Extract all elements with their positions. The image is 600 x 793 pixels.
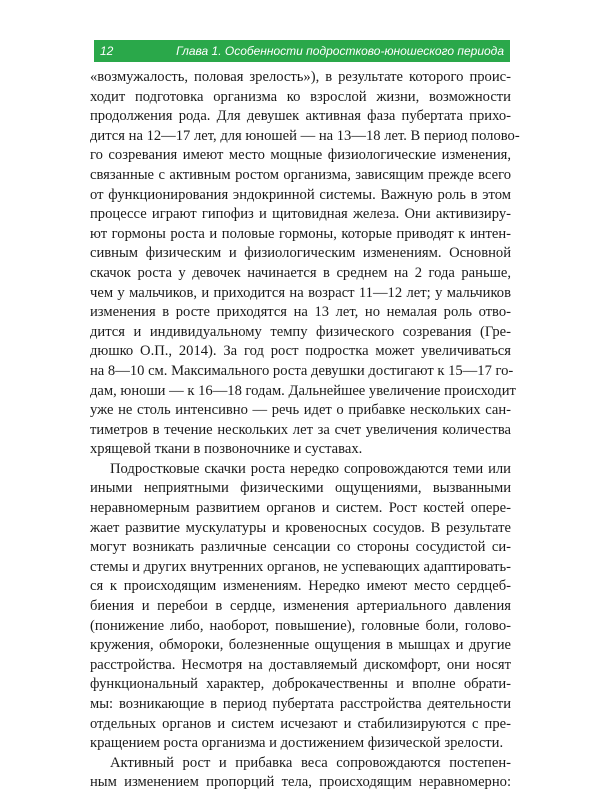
paragraph [90, 68, 520, 460]
text-line: сивным физическим и физиологическим изменениям. Основной [90, 245, 511, 262]
text-line: дится на 12—17 лет, для юношей — на 13—18 лет. В период полово- [90, 127, 520, 144]
text-line: иными неприятными физическими ощущениями, вызванными [90, 480, 511, 497]
text-line: дюшко О.П., 2014). За год рост подростка может увеличиваться [90, 343, 511, 360]
text-line: кращением роста организма и достижением физической зрелости. [90, 735, 504, 752]
text-line: расстройства. Несмотря на доставляемый дискомфорт, они носят [90, 656, 511, 673]
text-line: мы: возникающие в период пубертата расстройства деятельности [90, 696, 511, 712]
text-line: стемы и других внутренних органов, не успевающих адаптировать- [90, 558, 511, 575]
text-line: хрящевой ткани в позвоночнике и суставах. [90, 441, 363, 458]
text-line: изменения в росте приходятся на 13 лет, но немалая роль отво- [90, 304, 511, 321]
body-text [90, 68, 520, 793]
text-line: дится и индивидуальному темпу физического созревания (Гре- [90, 323, 511, 340]
text-line: Подростковые скачки роста нередко сопровождаются теми или [110, 460, 511, 477]
paragraph [90, 754, 511, 793]
text-line: процессе играют гипофиз и щитовидная железа. Они активизиру- [90, 206, 511, 223]
text-line: продолжения рода. Для девушек активная фаза пубертата прихо- [90, 108, 511, 125]
text-line: скачок роста у девочек начинается в среднем на 2 года раньше, [90, 264, 511, 281]
text-line: дам, юноши — к 16—18 годам. Дальнейшее увеличение происходит [90, 382, 516, 399]
text-line: отдельных органов и систем исчезают и стабилизируются с пре- [90, 715, 511, 732]
text-line: неравномерным развитием органов и систем. Рост костей опере- [90, 500, 511, 517]
text-line: тиметров в течение нескольких лет за счет увеличения количества [90, 421, 511, 438]
text-line: на 8—10 см. Максимального роста девушки достигают к 15—17 го- [90, 362, 514, 379]
page-number: 12 [100, 44, 114, 58]
running-header-bar [94, 40, 510, 62]
text-line: связанные с активным ростом организма, зависящим прежде всего [90, 166, 511, 183]
text-line: жает развитие мускулатуры и кровеносных сосудов. В результате [90, 519, 511, 536]
text-line: чем у мальчиков, и приходится на возраст 11—12 лет; у мальчиков [90, 284, 511, 301]
text-line: уже не столь интенсивно — речь идет о прибавке нескольких сан- [90, 402, 511, 419]
text-line: от функционирования эндокринной системы. Важную роль в этом [90, 186, 511, 203]
text-line: го созревания имеют место мощные физиологические изменения, [90, 147, 511, 164]
paragraph [90, 460, 511, 754]
chapter-running-head: Глава 1. Особенности подростково-юношеского периода [176, 44, 504, 58]
text-line: ным изменением пропорций тела, происходящим неравномерно: [90, 774, 511, 791]
text-line: могут возникать различные сенсации со стороны сосудистой си- [90, 539, 511, 556]
text-line: биения и перебои в сердце, изменения артериального давления [90, 598, 511, 615]
text-line: функциональный характер, доброкачественны и вполне обрати- [90, 676, 511, 693]
text-line: кружения, обмороки, болезненные ощущения в мышцах и другие [90, 637, 511, 654]
text-line: ся к происходящим изменениям. Нередко имеют место сердцеб- [90, 578, 511, 595]
text-line: Активный рост и прибавка веса сопровождаются постепен- [110, 754, 511, 771]
text-line: (понижение либо, наоборот, повышение), головные боли, голово- [90, 617, 511, 634]
text-line: «возмужалость, половая зрелость»), в результате которого проис- [90, 69, 511, 85]
text-line: ют гормоны роста и половые гормоны, которые приводят к интен- [90, 225, 511, 242]
text-line: ходит подготовка организма ко взрослой жизни, возможности [90, 88, 511, 105]
